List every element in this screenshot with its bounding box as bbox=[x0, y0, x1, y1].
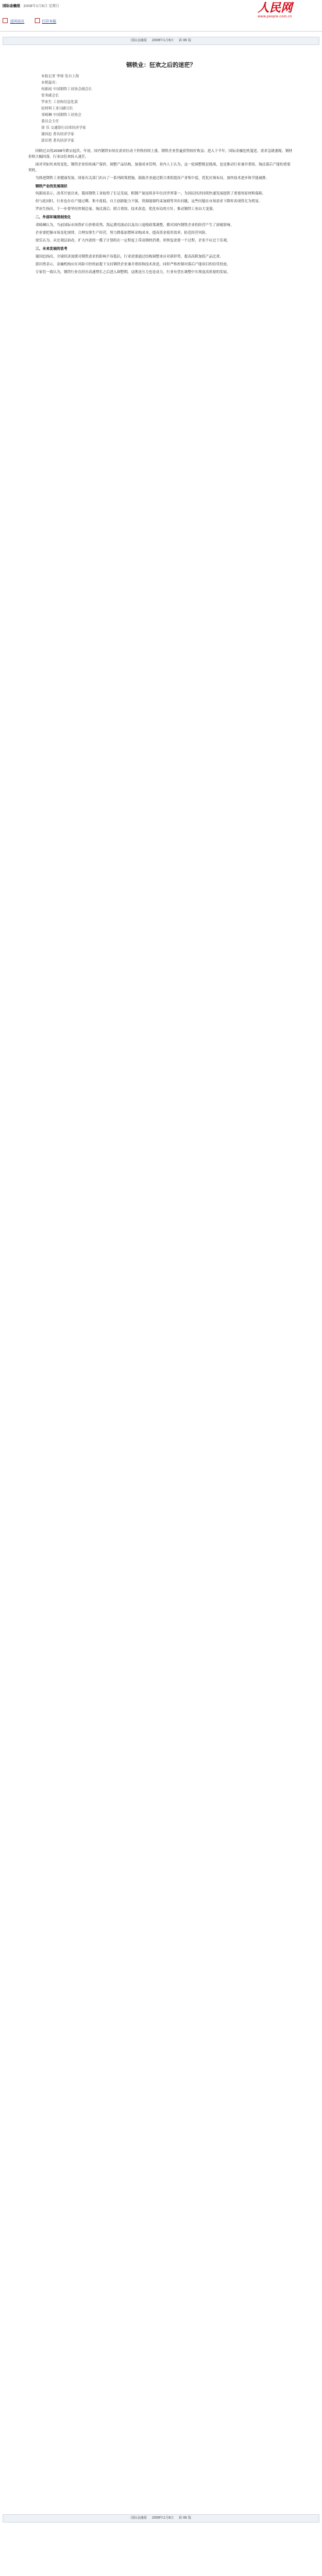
article-paragraph: 回顾过去的2008年跌宕起伏。年初，国内钢铁市场在需求拉动下价格持续上涨，钢铁企业普遍获得较好收益；进入下半年，国际金融危机蔓延，需求急剧萎缩，钢材价格大幅回落，行业由狂欢转入迷茫。 bbox=[28, 149, 293, 159]
article-meta bbox=[0, 74, 322, 144]
article-paragraph: 面对突如其来的变化，钢铁企业纷纷减产保价，调整产品结构，加强成本管理。业内人士认为，这一轮调整既是挑战，也是推动行业兼并重组、淘汰落后产能的重要契机。 bbox=[28, 162, 291, 173]
article-paragraph: 企业要把握市场变化规律，合理安排生产经营，努力降低原燃料采购成本，提高资金使用效率，防范经营风险。 bbox=[35, 231, 209, 235]
article-paragraph: 专家们一致认为，钢铁行业在经历高速增长之后进入调整期，这既是压力也是动力，行业有望在调整中实现更高质量的发展。 bbox=[35, 270, 231, 274]
section-heading: 钢铁产业的发展现状 bbox=[35, 184, 68, 189]
people-daily-logo bbox=[258, 3, 317, 19]
header-info bbox=[3, 4, 59, 9]
guest-line: 邓崎琳 中国钢铁工业协会 bbox=[41, 113, 82, 117]
back-link[interactable] bbox=[3, 18, 24, 24]
article-paragraph: 为推进钢铁工业健康发展，国家有关部门出台了一系列政策措施，鼓励企业通过联合重组提高产业集中度，优化区域布局，加快技术进步和节能减排。 bbox=[35, 176, 270, 180]
guest-line: 原材料工业司副司长 bbox=[41, 107, 73, 111]
guest-line: 谢国忠 著名经济学家 bbox=[41, 133, 75, 137]
article-paragraph: 邓崎琳认为，当前国际市场铁矿石价格谈判、海运费用波动以及出口退税政策调整，都对国内钢铁企业的经营产生了深刻影响。 bbox=[35, 223, 234, 228]
header-links bbox=[3, 18, 65, 24]
article-body bbox=[0, 145, 322, 275]
guest-line: 徐 乐 交通银行首席经济学家 bbox=[41, 126, 86, 130]
section-heading: 二、外部环境深刻变化 bbox=[35, 216, 71, 220]
site-name: 国际金融报 bbox=[3, 5, 21, 8]
issue-date: 2008年1月6日 bbox=[23, 5, 48, 8]
back-icon bbox=[3, 18, 8, 23]
guest-line: 罗冰生 工业和信息化部 bbox=[41, 100, 78, 104]
section-heading: 三、未来发展的思考 bbox=[35, 247, 68, 251]
breadcrumb-date[interactable]: 2008年1月6日 bbox=[151, 39, 174, 43]
guest-line: 郭田勇 著名经济学家 bbox=[41, 139, 75, 143]
article-paragraph: 罗冰生指出，下一步要坚持控制总量、淘汰落后、联合重组、技术改造、优化布局的方针，推动钢铁工业由大变强。 bbox=[35, 207, 216, 212]
breadcrumb-page[interactable]: 第 06 版 bbox=[178, 39, 191, 43]
print-icon bbox=[35, 18, 40, 23]
breadcrumb-date[interactable]: 2008年1月6日 bbox=[151, 2516, 174, 2520]
breadcrumb-bottom bbox=[3, 2514, 319, 2523]
logo-url: www.people.com.cn bbox=[258, 15, 292, 19]
print-link[interactable] bbox=[35, 18, 57, 24]
breadcrumb-paper[interactable]: 国际金融报 bbox=[131, 2516, 147, 2520]
article-paragraph: 何新雨表示，改革开放以来，我国钢铁工业取得了长足发展，粗钢产量连续多年位居世界第一，为国民经济持续快速发展提供了重要的原材料保障。 bbox=[35, 192, 266, 196]
breadcrumb-paper[interactable]: 国际金融报 bbox=[131, 39, 147, 43]
guests-label: 本期嘉宾： bbox=[41, 81, 59, 85]
guest-line: 何新雨 中国钢铁工业协会副会长 bbox=[41, 88, 92, 91]
back-link-label[interactable]: 返回前页 bbox=[10, 20, 24, 24]
article-title: 钢铁业：狂欢之后的迷茫？ bbox=[126, 62, 196, 69]
article-paragraph: 谢国忠指出，全球经济放缓对钢铁需求的影响不容低估，行业需要通过结构调整来应对新形势，提高高附加值产品比重。 bbox=[35, 254, 223, 259]
guest-line: 委员会主任 bbox=[41, 120, 59, 124]
breadcrumb-top bbox=[3, 37, 319, 45]
print-link-label[interactable]: 打印本稿 bbox=[42, 20, 57, 24]
logo-mark: 人民网 bbox=[258, 1, 292, 15]
byline: 本报记者 李琛 发自上海 bbox=[41, 75, 79, 79]
issue-weekday: 星期日 bbox=[48, 5, 60, 8]
article-paragraph: 郭田勇表示，金融机构应在风险可控的前提下支持钢铁企业兼并重组和技术改造，同时严格控制对落后产能项目的信贷投放。 bbox=[35, 262, 231, 267]
page-header bbox=[0, 0, 322, 32]
article-paragraph: 徐乐认为，从宏观层面看，扩大内需的一揽子计划将在一定程度上带动钢材消费，但恢复需要一个过程，企业不应过于乐观。 bbox=[35, 238, 231, 243]
breadcrumb-page[interactable]: 第 06 版 bbox=[178, 2516, 191, 2520]
article-paragraph: 但与此同时，行业也存在产能过剩、集中度低、自主创新能力不强、资源能源约束加剧等突出问题，这些问题在市场需求下降时表现得尤为明显。 bbox=[35, 200, 263, 204]
guest-line: 常务副会长 bbox=[41, 94, 59, 98]
